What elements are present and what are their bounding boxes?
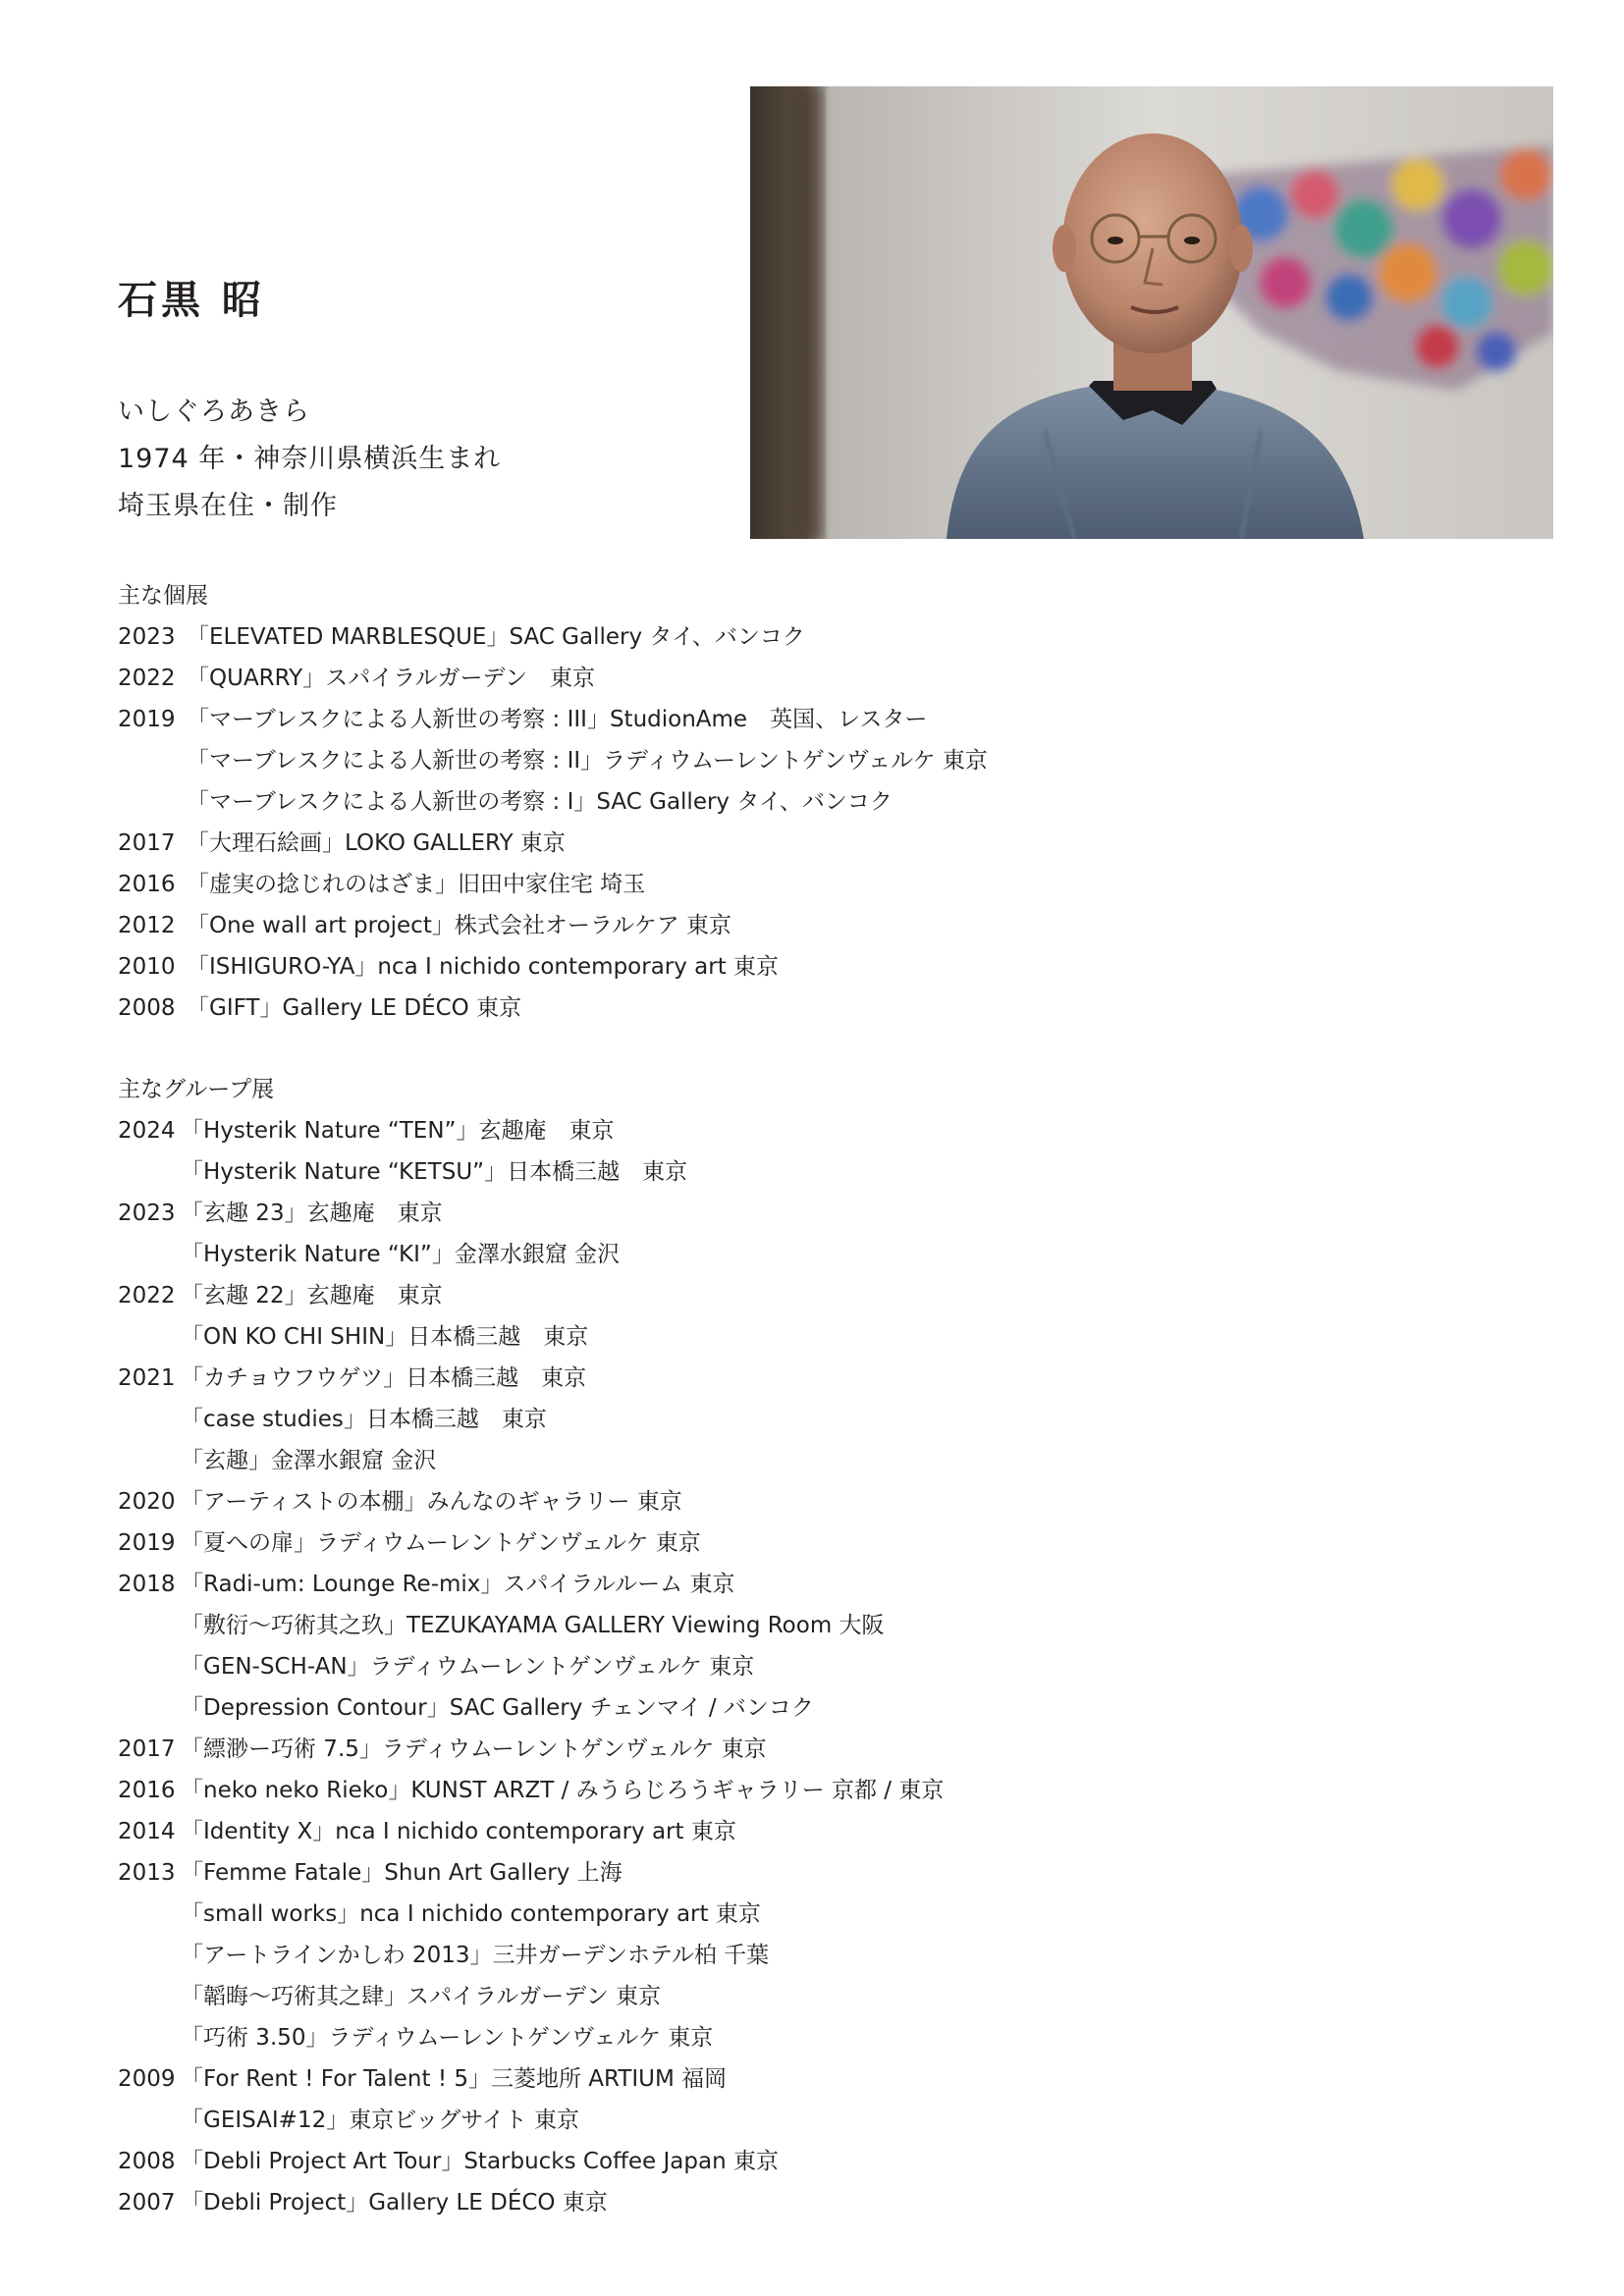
- exhibition-details: 「Radi-um: Lounge Re-mix」スパイラルルーム 東京: [181, 1572, 735, 1597]
- exhibition-year: [118, 1976, 181, 2017]
- exhibition-year: 2023: [118, 1201, 176, 1226]
- exhibition-year: 2021: [118, 1365, 176, 1391]
- exhibition-row: [118, 2017, 944, 2058]
- exhibition-row: [118, 740, 988, 781]
- exhibition-year: [118, 740, 187, 781]
- exhibition-details: 「Hysterik Nature “KI”」金澤水銀窟 金沢: [181, 1242, 621, 1267]
- exhibition-details: 「Depression Contour」SAC Gallery チェンマイ / バンコク: [181, 1695, 814, 1721]
- exhibition-row: [118, 1151, 944, 1193]
- exhibition-row: [118, 1399, 944, 1440]
- artist-profile: [118, 389, 501, 530]
- exhibition-year: 2012: [118, 913, 176, 938]
- exhibition-year: 2024: [118, 1118, 176, 1144]
- exhibition-year: [118, 1646, 181, 1687]
- exhibition-details: 「玄趣 22」玄趣庵 東京: [181, 1283, 443, 1308]
- birth-info: 1974 年・神奈川県横浜生まれ: [118, 444, 502, 474]
- exhibition-row: [118, 1811, 944, 1852]
- exhibition-row: [118, 1687, 944, 1729]
- exhibition-row: [118, 1605, 944, 1646]
- exhibition-details: 「アーティストの本棚」みんなのギャラリー 東京: [181, 1489, 682, 1515]
- exhibition-year: 2019: [118, 1530, 176, 1556]
- exhibition-row: [118, 1440, 944, 1481]
- exhibition-row: [118, 1564, 944, 1605]
- exhibition-year: [118, 1151, 181, 1193]
- exhibition-year: [118, 1935, 181, 1976]
- exhibition-details: 「玄趣 23」玄趣庵 東京: [181, 1201, 443, 1226]
- exhibition-details: 「カチョウフウゲツ」日本橋三越 東京: [181, 1365, 587, 1391]
- exhibition-details: 「Femme Fatale」Shun Art Gallery 上海: [181, 1860, 623, 1886]
- exhibition-details: 「マーブレスクによる人新世の考察 : II」ラディウムーレントゲンヴェルケ 東京: [187, 748, 988, 774]
- exhibition-details: 「GEISAI#12」東京ビッグサイト 東京: [181, 2108, 580, 2133]
- exhibition-details: 「縹渺ー巧術 7.5」ラディウムーレントゲンヴェルケ 東京: [181, 1736, 767, 1762]
- exhibition-details: 「ISHIGURO-YA」nca I nichido contemporary art 東京: [187, 954, 780, 980]
- exhibition-details: 「ON KO CHI SHIN」日本橋三越 東京: [181, 1324, 589, 1350]
- exhibition-year: [118, 2100, 181, 2141]
- exhibition-year: 2014: [118, 1819, 176, 1844]
- exhibition-year: 2018: [118, 1572, 176, 1597]
- exhibition-row: [118, 1481, 944, 1522]
- exhibition-year: 2019: [118, 707, 176, 732]
- exhibition-details: 「For Rent ! For Talent ! 5」三菱地所 ARTIUM 福岡: [181, 2066, 728, 2092]
- solo-exhibitions-title: 主な個展: [118, 583, 208, 609]
- exhibition-row: [118, 2182, 944, 2223]
- exhibition-details: 「Debli Project」Gallery LE DÉCO 東京: [181, 2190, 608, 2216]
- exhibition-row: [118, 2141, 944, 2182]
- exhibition-row: [118, 1316, 944, 1358]
- solo-exhibitions-section: [118, 575, 988, 1029]
- exhibition-row: [118, 1729, 944, 1770]
- exhibition-row: [118, 1358, 944, 1399]
- exhibition-year: 2017: [118, 1736, 176, 1762]
- exhibition-year: [118, 1316, 181, 1358]
- group-exhibitions-section: [118, 1069, 944, 2223]
- residence-info: 埼玉県在住・制作: [118, 491, 338, 521]
- exhibition-row: [118, 1522, 944, 1564]
- exhibition-details: 「虚実の捻じれのはざま」旧田中家住宅 埼玉: [187, 872, 646, 897]
- exhibition-details: 「巧術 3.50」ラディウムーレントゲンヴェルケ 東京: [181, 2025, 714, 2051]
- exhibition-year: 2016: [118, 1778, 176, 1803]
- artist-name: 石黒 昭: [118, 278, 265, 323]
- exhibition-row: [118, 823, 988, 864]
- exhibition-details: 「敷衍〜巧術其之玖」TEZUKAYAMA GALLERY Viewing Room 大阪: [181, 1613, 885, 1638]
- exhibition-details: 「Identity X」nca I nichido contemporary art 東京: [181, 1819, 736, 1844]
- exhibition-details: 「QUARRY」スパイラルガーデン 東京: [187, 666, 596, 691]
- exhibition-year: 2020: [118, 1489, 176, 1515]
- name-reading: いしぐろあきら: [118, 397, 310, 427]
- exhibition-year: 2008: [118, 2149, 176, 2174]
- exhibition-year: 2013: [118, 1860, 176, 1886]
- exhibition-year: 2010: [118, 954, 176, 980]
- exhibition-year: 2017: [118, 830, 176, 856]
- exhibition-details: 「GIFT」Gallery LE DÉCO 東京: [187, 995, 522, 1021]
- exhibition-row: [118, 1275, 944, 1316]
- exhibition-details: 「small works」nca I nichido contemporary art 東京: [181, 1901, 761, 1927]
- exhibition-year: [118, 1605, 181, 1646]
- exhibition-year: [118, 2017, 181, 2058]
- exhibition-row: [118, 1852, 944, 1894]
- exhibition-year: [118, 1687, 181, 1729]
- exhibition-year: [118, 1894, 181, 1935]
- exhibition-row: [118, 988, 988, 1029]
- exhibition-year: [118, 1399, 181, 1440]
- exhibition-year: 2016: [118, 872, 176, 897]
- exhibition-details: 「韜晦〜巧術其之肆」スパイラルガーデン 東京: [181, 1984, 662, 2009]
- exhibition-row: [118, 658, 988, 699]
- portrait-image: [750, 86, 1553, 539]
- exhibition-year: 2022: [118, 666, 176, 691]
- exhibition-details: 「マーブレスクによる人新世の考察 : III」StudionAme 英国、レスター: [187, 707, 928, 732]
- exhibition-row: [118, 1193, 944, 1234]
- exhibition-year: [118, 1234, 181, 1275]
- exhibition-details: 「ELEVATED MARBLESQUE」SAC Gallery タイ、バンコク: [187, 624, 805, 650]
- exhibition-row: [118, 1234, 944, 1275]
- exhibition-details: 「Debli Project Art Tour」Starbucks Coffee Japan 東京: [181, 2149, 779, 2174]
- group-exhibitions-title: 主なグループ展: [118, 1077, 275, 1102]
- exhibition-details: 「Hysterik Nature “KETSU”」日本橋三越 東京: [181, 1159, 688, 1185]
- artist-portrait-photo: [750, 86, 1553, 539]
- exhibition-details: 「Hysterik Nature “TEN”」玄趣庵 東京: [181, 1118, 615, 1144]
- exhibition-row: [118, 616, 988, 658]
- exhibition-row: [118, 1110, 944, 1151]
- exhibition-year: [118, 1440, 181, 1481]
- exhibition-row: [118, 2058, 944, 2100]
- exhibition-details: 「夏への扉」ラディウムーレントゲンヴェルケ 東京: [181, 1530, 701, 1556]
- exhibition-year: 2009: [118, 2066, 176, 2092]
- exhibition-details: 「neko neko Rieko」KUNST ARZT / みうらじろうギャラリー 京都 / 東京: [181, 1778, 945, 1803]
- exhibition-row: [118, 781, 988, 823]
- exhibition-year: [118, 781, 187, 823]
- exhibition-details: 「マーブレスクによる人新世の考察 : I」SAC Gallery タイ、バンコク: [187, 789, 893, 815]
- exhibition-row: [118, 1894, 944, 1935]
- exhibition-details: 「アートラインかしわ 2013」三井ガーデンホテル柏 千葉: [181, 1943, 770, 1968]
- exhibition-row: [118, 699, 988, 740]
- exhibition-details: 「One wall art project」株式会社オーラルケア 東京: [187, 913, 732, 938]
- exhibition-year: 2008: [118, 995, 176, 1021]
- exhibition-row: [118, 1935, 944, 1976]
- exhibition-row: [118, 2100, 944, 2141]
- exhibition-row: [118, 1976, 944, 2017]
- exhibition-details: 「GEN-SCH-AN」ラディウムーレントゲンヴェルケ 東京: [181, 1654, 755, 1680]
- exhibition-year: 2007: [118, 2190, 176, 2216]
- exhibition-details: 「玄趣」金澤水銀窟 金沢: [181, 1448, 437, 1473]
- exhibition-year: 2023: [118, 624, 176, 650]
- exhibition-details: 「大理石絵画」LOKO GALLERY 東京: [187, 830, 566, 856]
- exhibition-details: 「case studies」日本橋三越 東京: [181, 1407, 547, 1432]
- exhibition-row: [118, 864, 988, 905]
- exhibition-year: 2022: [118, 1283, 176, 1308]
- exhibition-row: [118, 946, 988, 988]
- exhibition-row: [118, 905, 988, 946]
- exhibition-row: [118, 1770, 944, 1811]
- exhibition-row: [118, 1646, 944, 1687]
